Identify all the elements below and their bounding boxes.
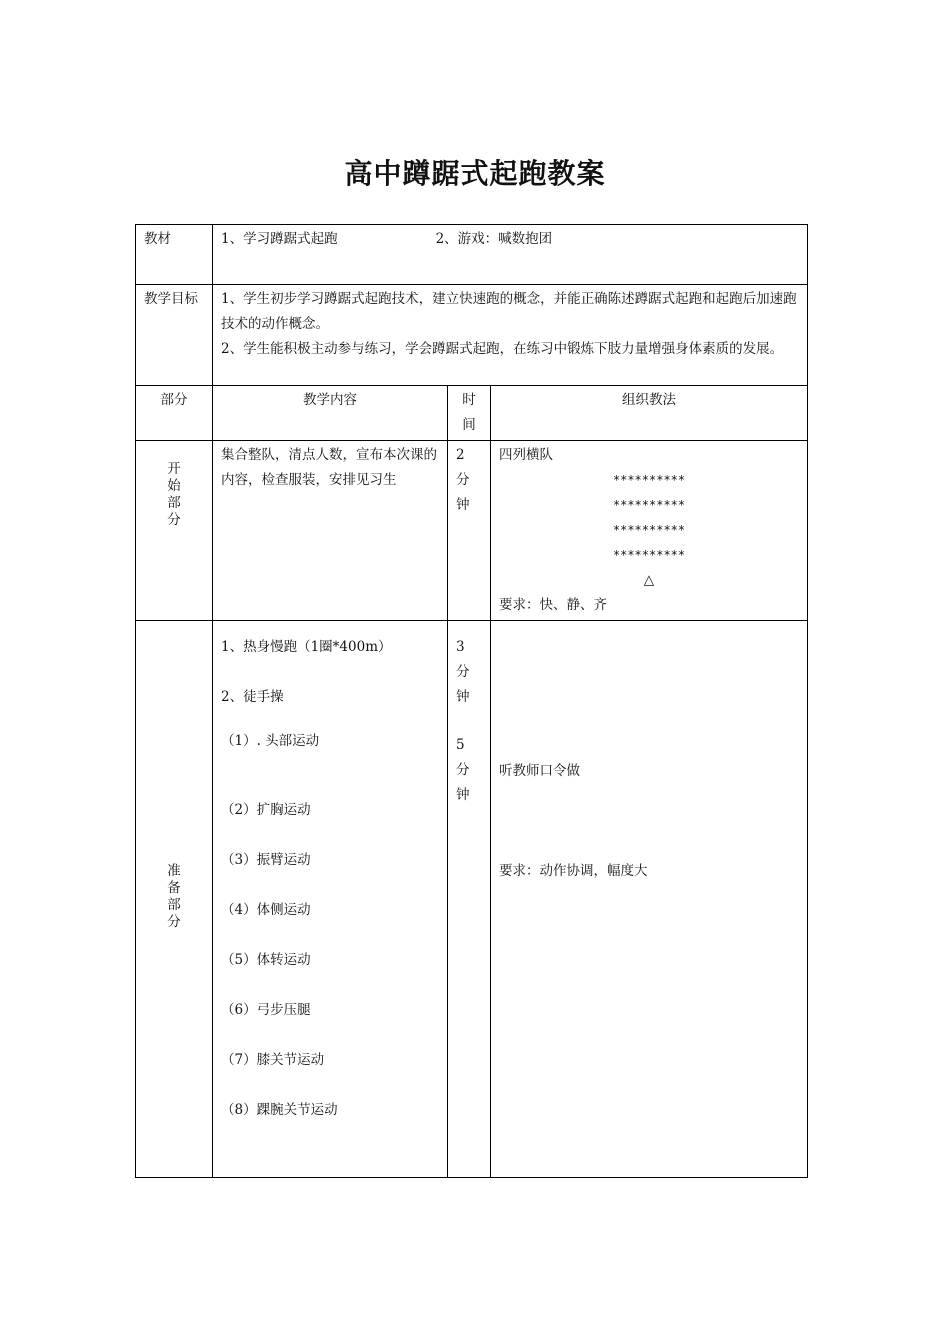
exercise-4: （4）体侧运动 [221, 902, 311, 918]
teacher-triangle-icon: △ [643, 572, 655, 588]
prep-jog: 1、热身慢跑（1圈*400m） [221, 639, 392, 655]
start-time-cell [448, 441, 491, 621]
formation-row-4: ********** [612, 548, 686, 562]
header-time: 时间 [448, 386, 491, 441]
header-part: 部分 [136, 386, 213, 441]
goal-1: 1、学生初步学习蹲踞式起跑技术，建立快速跑的概念，并能正确陈述蹲踞式起跑和起跑后加速跑技术的动作概念。 [221, 291, 797, 332]
prep-requirement: 要求：动作协调，幅度大 [499, 863, 648, 879]
material-row [136, 225, 808, 285]
prep-part-label: 准备部分 [167, 863, 181, 930]
header-content: 教学内容 [213, 386, 448, 441]
prep-method-instruction: 听教师口令做 [499, 763, 580, 779]
exercise-7: （7）膝关节运动 [221, 1052, 325, 1068]
prep-time-1: 3分钟 [456, 639, 470, 705]
lesson-plan-table [135, 224, 808, 1178]
start-part-label: 开始部分 [167, 461, 181, 528]
exercise-3: （3）振臂运动 [221, 852, 311, 868]
prep-time-2: 5分钟 [456, 737, 470, 803]
start-requirement: 要求：快、静、齐 [499, 597, 607, 613]
start-content: 集合整队，清点人数，宣布本次课的内容，检查服装，安排见习生 [213, 441, 448, 621]
formation-row-1: ********** [612, 473, 686, 487]
goals-label: 教学目标 [136, 285, 213, 386]
prep-part-cell [136, 621, 213, 1178]
page-title: 高中蹲踞式起跑教案 [344, 157, 606, 190]
prep-content [213, 621, 448, 1178]
formation-row-2: ********** [612, 498, 686, 512]
prep-exercise-title: 2、徒手操 [221, 689, 284, 705]
exercise-1: （1）. 头部运动 [221, 733, 320, 749]
material-item-2: 2、游戏：喊数抱团 [435, 231, 553, 247]
exercise-2: （2）扩胸运动 [221, 802, 311, 818]
header-method: 组织教法 [491, 386, 808, 441]
header-row [136, 386, 808, 441]
formation-row-3: ********** [612, 523, 686, 537]
prep-row [136, 621, 808, 1178]
goals-content [213, 285, 808, 386]
start-method-title: 四列横队 [499, 447, 553, 463]
material-content [213, 225, 808, 285]
goal-2: 2、学生能积极主动参与练习，学会蹲踞式起跑，在练习中锻炼下肢力量增强身体素质的发展。 [221, 341, 784, 357]
start-part-cell [136, 441, 213, 621]
exercise-5: （5）体转运动 [221, 952, 311, 968]
exercise-6: （6）弓步压腿 [221, 1002, 311, 1018]
start-row [136, 441, 808, 621]
goals-row [136, 285, 808, 386]
start-method [491, 441, 808, 621]
material-label: 教材 [136, 225, 213, 285]
prep-time-cell [448, 621, 491, 1178]
material-item-1: 1、学习蹲踞式起跑 [221, 231, 338, 247]
exercise-8: （8）踝腕关节运动 [221, 1102, 338, 1118]
prep-method [491, 621, 808, 1178]
start-time: 2分钟 [456, 447, 470, 513]
